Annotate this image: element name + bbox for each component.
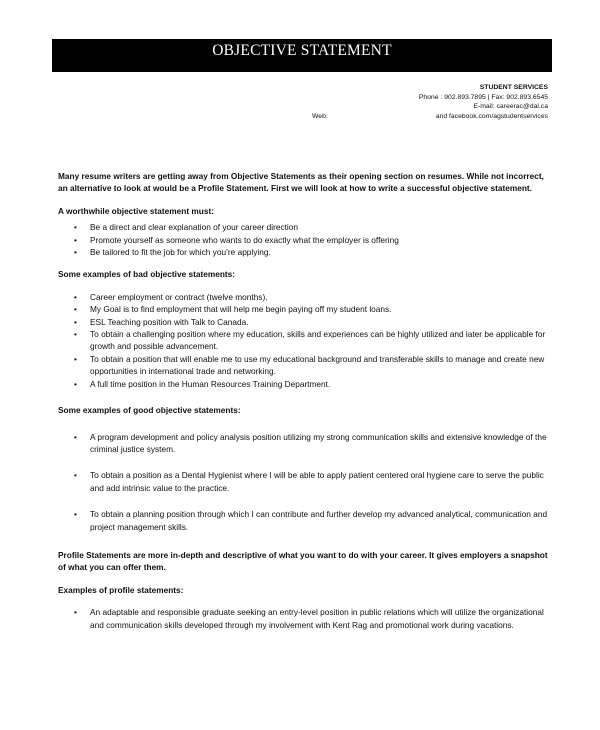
good-list: [58, 431, 548, 533]
contact-email: E-mail: careerac@dal.ca: [473, 103, 548, 110]
bullet-icon: •: [74, 607, 77, 618]
list-item-text: Be tailored to fit the job for which you’re applying.: [90, 247, 271, 258]
bullet-icon: •: [74, 509, 77, 520]
list-item: [58, 246, 548, 258]
list-item: [58, 291, 548, 303]
bullet-icon: •: [74, 353, 77, 364]
bad-list: [58, 291, 548, 390]
bullet-icon: •: [74, 222, 77, 233]
good-heading: Some examples of good objective statements:: [58, 405, 241, 416]
list-item-text: My Goal is to find employment that will help me begin paying off my student loans.: [90, 304, 392, 315]
list-item: [58, 431, 548, 456]
bullet-icon: •: [74, 291, 77, 302]
list-item: [58, 221, 548, 233]
list-item: [58, 508, 548, 533]
profile-list: [58, 606, 548, 631]
list-item: [58, 378, 548, 390]
list-item: [58, 328, 548, 353]
contact-block: [248, 83, 548, 112]
list-item-text: Promote yourself as someone who wants to do exactly what the employer is offering: [90, 234, 399, 245]
web-label: Web:: [312, 113, 328, 120]
list-item-text: ESL Teaching position with Talk to Canada.: [90, 316, 249, 327]
list-item: [58, 353, 548, 378]
list-item-text: To obtain a position as a Dental Hygienist where I will be able to apply patient centered oral hygiene care to serve the public and add intrinsic value to the practice.: [90, 470, 544, 493]
page-title: OBJECTIVE STATEMENT: [52, 39, 552, 72]
bullet-icon: •: [74, 247, 77, 258]
contact-org: STUDENT SERVICES: [479, 84, 548, 91]
list-item-text: Be a direct and clear explanation of your career direction: [90, 222, 299, 233]
list-item-text: A program development and policy analysis position utilizing my strong communication skills and extensive knowledge of the criminal justice system.: [90, 431, 547, 454]
must-list: [58, 221, 548, 258]
profile-heading: Examples of profile statements:: [58, 584, 184, 595]
bullet-icon: •: [74, 378, 77, 389]
intro-paragraph: Many resume writers are getting away from Objective Statements as their opening section on resumes. While not incorrect, an alternative to look at would be a Profile Statement. First we will look at how to write a successful objective statement.: [58, 171, 544, 194]
bullet-icon: •: [74, 431, 77, 442]
web-value: and facebook.com/agstudentservices: [435, 113, 548, 120]
list-item-text: An adaptable and responsible graduate seeking an entry-level position in public relations which will utilize the organizational and communication skills developed through my involvement with Kent Rag and promotional work during vacations.: [90, 607, 544, 630]
bullet-icon: •: [74, 316, 77, 327]
list-item-text: Career employment or contract (twelve months).: [90, 291, 268, 302]
bullet-icon: •: [74, 470, 77, 481]
list-item-text: To obtain a planning position through which I can contribute and further develop my advanced analytical, communication and project management skills.: [90, 509, 548, 532]
bad-heading: Some examples of bad objective statements:: [58, 269, 236, 280]
list-item: [58, 606, 548, 631]
list-item: [58, 469, 548, 494]
bullet-icon: •: [74, 234, 77, 245]
contact-phone: Phone : 902.893.7895 | Fax: 902.893.6545: [418, 93, 548, 101]
document-body: [58, 170, 548, 631]
bullet-icon: •: [74, 304, 77, 315]
list-item: [58, 316, 548, 328]
list-item: [58, 234, 548, 246]
must-heading: A worthwhile objective statement must:: [58, 205, 214, 216]
list-item: [58, 303, 548, 315]
bullet-icon: •: [74, 329, 77, 340]
profile-intro-paragraph: Profile Statements are more in-depth and descriptive of what you want to do with your career. It gives employers a snapshot of what you can offer them.: [58, 549, 548, 573]
list-item-text: A full time position in the Human Resources Training Department.: [90, 378, 331, 389]
list-item-text: To obtain a position that will enable me to use my educational background and transferable skills to manage and create new opportunities in international trade and networking.: [90, 353, 545, 377]
list-item-text: To obtain a challenging position where my education, skills and experiences can be highly utilized and later be applicable for growth and possible advancement.: [90, 329, 546, 352]
